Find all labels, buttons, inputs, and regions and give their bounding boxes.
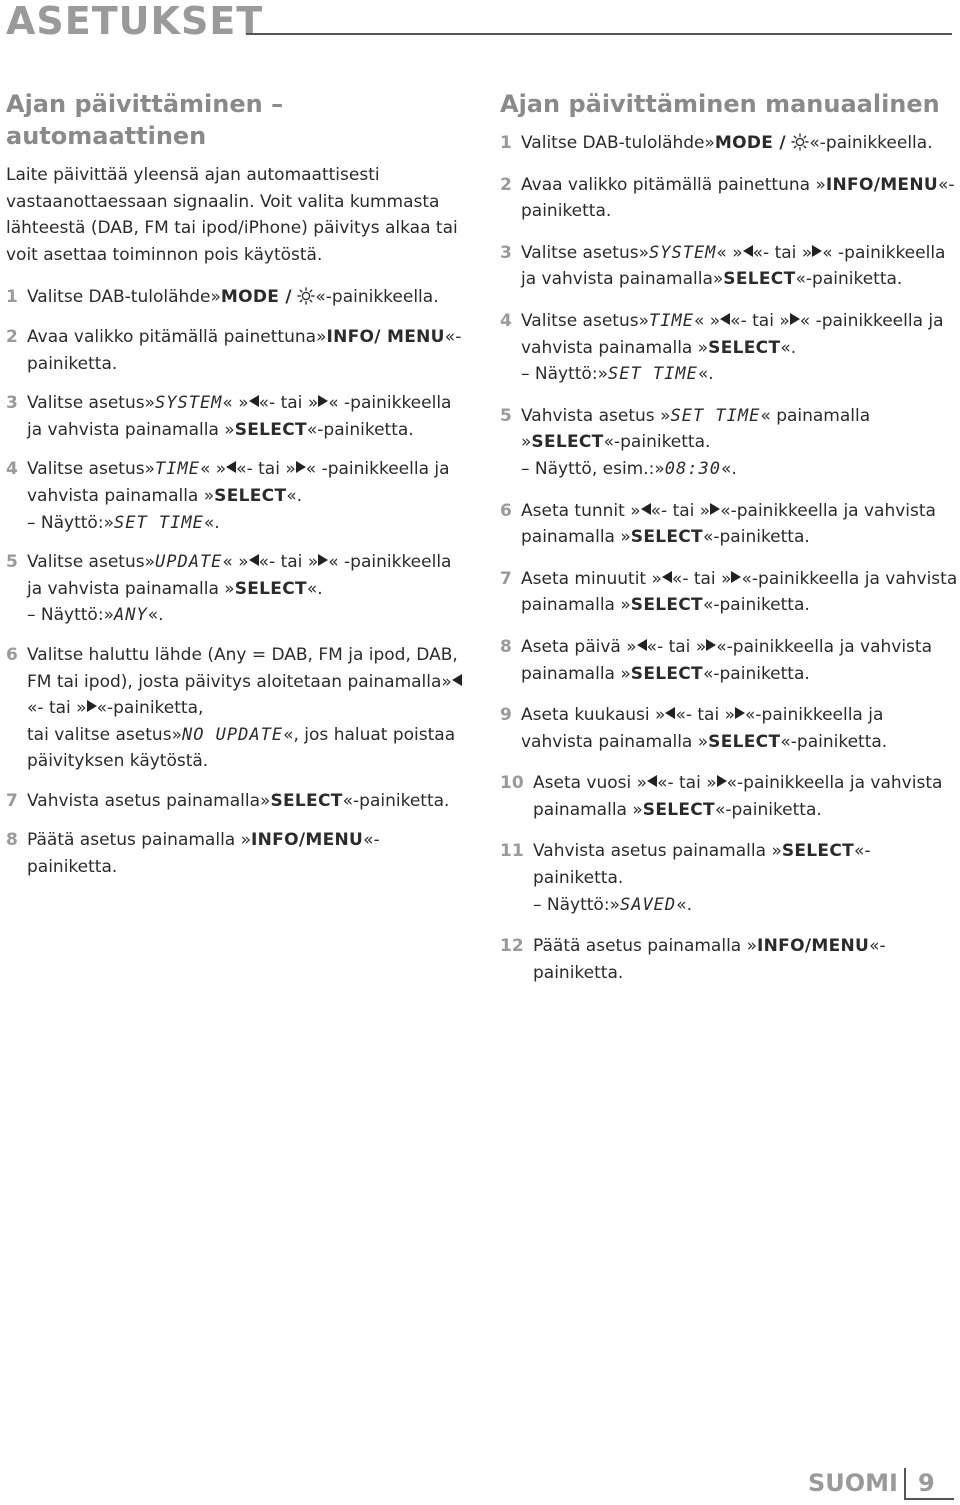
step-text: .: [317, 578, 323, 599]
button-name: INFO/ MENU: [326, 326, 445, 347]
display-text: ANY: [113, 605, 148, 626]
left-arrow-button-icon: [249, 395, 259, 407]
open-quote: »: [626, 636, 637, 657]
button-name: SELECT: [781, 841, 855, 862]
list-item: [500, 403, 958, 483]
step-text: Valitse asetus: [27, 552, 145, 573]
manual-update-section: [500, 88, 958, 1001]
step-text: - tai: [269, 393, 303, 414]
button-name: SELECT: [214, 485, 287, 506]
open-quote: »: [609, 894, 620, 915]
page-number: 9: [918, 1469, 935, 1497]
step-text: -painiketta.: [521, 174, 955, 222]
step-text: Valitse asetus: [521, 242, 639, 263]
right-arrow-button-icon: [735, 707, 745, 719]
open-quote: »: [654, 458, 665, 479]
close-quote: «: [720, 458, 732, 479]
list-item: [500, 498, 958, 551]
close-quote: «: [760, 405, 771, 426]
right-arrow-button-icon: [318, 554, 328, 566]
title-rule: [246, 33, 952, 35]
close-quote: «: [799, 310, 811, 331]
open-quote: »: [224, 419, 235, 440]
close-quote: «: [869, 936, 880, 957]
display-text: 08:30: [664, 458, 721, 479]
list-item: [500, 770, 958, 823]
step-text: -painikkeella ja vahvista painamalla: [521, 568, 958, 616]
close-quote: «: [697, 364, 709, 385]
step-text: - tai: [661, 500, 695, 521]
right-arrow-button-icon: [731, 571, 741, 583]
close-quote: «: [236, 459, 247, 480]
button-name: SELECT: [630, 527, 703, 548]
close-quote: «: [726, 773, 738, 794]
open-quote: »: [636, 773, 648, 794]
close-quote: «: [328, 552, 339, 573]
step-number: 9: [500, 705, 512, 726]
step-text: -painikkeella ja vahvista painamalla: [27, 393, 452, 440]
alternative-line: [27, 722, 466, 775]
open-quote: »: [144, 393, 155, 414]
open-quote: »: [103, 512, 114, 533]
button-name: MODE /: [220, 287, 292, 308]
list-item: [500, 634, 958, 687]
button-name: SELECT: [708, 337, 781, 358]
step-number: 8: [6, 830, 18, 851]
left-arrow-button-icon: [665, 707, 675, 719]
open-quote: »: [724, 705, 736, 726]
open-quote: »: [203, 485, 215, 506]
close-quote: «: [363, 830, 374, 851]
step-number: 2: [6, 326, 18, 347]
step-text: Avaa valikko pitämällä painettuna: [521, 174, 811, 195]
right-arrow-button-icon: [296, 461, 306, 473]
step-text: Aseta päivä: [521, 636, 621, 657]
step-text: Vahvista asetus painamalla: [27, 790, 261, 811]
close-quote: «: [27, 698, 38, 719]
close-quote: «: [809, 133, 820, 153]
open-quote: »: [779, 310, 790, 331]
list-item: [6, 549, 466, 629]
step-number: 6: [6, 644, 18, 665]
close-quote: «: [203, 512, 215, 533]
open-quote: »: [285, 459, 296, 480]
manual-update-steps: [500, 130, 958, 986]
open-quote: »: [215, 459, 227, 480]
list-item: [6, 827, 466, 880]
open-quote: »: [171, 724, 182, 745]
step-text: - tai: [682, 568, 716, 589]
step-text: -painikkeella ja vahvista painamalla: [27, 552, 452, 599]
step-text: Päätä asetus painamalla: [27, 830, 236, 851]
close-quote: «: [222, 393, 233, 414]
step-text: - tai: [685, 705, 720, 726]
close-quote: «: [671, 568, 683, 589]
step-text: - tai: [269, 552, 303, 573]
step-number: 5: [500, 405, 512, 426]
step-number: 10: [500, 773, 524, 794]
open-quote: »: [238, 393, 249, 414]
display-result: – Näyttö:»SAVED«.: [533, 894, 692, 915]
close-quote: «: [306, 578, 318, 599]
close-quote: «: [444, 326, 456, 347]
list-item: [6, 788, 466, 815]
brightness-sun-icon: [791, 133, 809, 151]
step-text: - tai: [667, 773, 701, 794]
right-arrow-button-icon: [318, 395, 328, 407]
page-title: ASETUKSET: [6, 0, 264, 43]
close-quote: «: [646, 636, 658, 657]
button-name: SELECT: [723, 269, 796, 290]
left-arrow-button-icon: [452, 674, 462, 686]
step-text: Aseta minuutit: [521, 568, 647, 589]
step-number: 7: [500, 568, 512, 589]
open-quote: »: [521, 432, 532, 453]
footer-language: SUOMI: [808, 1469, 898, 1497]
button-name: SELECT: [708, 731, 781, 752]
step-text: -painikkeella ja vahvista painamalla: [521, 500, 936, 548]
open-quote: »: [721, 568, 732, 589]
step-number: 7: [6, 790, 18, 811]
close-quote: «: [315, 287, 326, 308]
step-number: 4: [500, 310, 512, 331]
result-label: – Näyttö:: [27, 605, 104, 626]
open-quote: »: [632, 799, 643, 820]
right-arrow-button-icon: [717, 775, 727, 787]
display-text: UPDATE: [155, 552, 223, 573]
step-text: Valitse asetus: [27, 459, 145, 480]
list-item: [500, 172, 958, 225]
button-name: INFO/MENU: [757, 936, 870, 957]
button-name: SELECT: [630, 663, 703, 684]
open-quote: »: [746, 936, 758, 957]
open-quote: »: [103, 605, 114, 626]
list-item: [500, 130, 958, 157]
close-quote: «: [780, 731, 791, 752]
close-quote: «: [937, 174, 949, 195]
close-quote: «: [342, 790, 354, 811]
display-text: SET TIME: [113, 512, 204, 533]
step-number: 3: [500, 242, 512, 263]
open-quote: »: [620, 527, 631, 548]
open-quote: »: [638, 242, 649, 263]
step-text: -painiketta.: [805, 269, 903, 290]
close-quote: «: [222, 552, 233, 573]
open-quote: »: [144, 459, 155, 480]
right-arrow-button-icon: [710, 503, 720, 515]
right-arrow-button-icon: [87, 700, 97, 712]
button-name: SELECT: [270, 790, 343, 811]
open-quote: »: [651, 568, 662, 589]
display-text: SYSTEM: [649, 242, 717, 263]
step-number: 8: [500, 636, 512, 657]
step-text: - tai: [246, 459, 280, 480]
step-text: Aseta vuosi: [533, 773, 632, 794]
close-quote: «: [258, 393, 270, 414]
close-quote: «: [716, 242, 727, 263]
step-text: , jos haluat poistaa päivityksen käytöstä.: [27, 724, 456, 772]
close-quote: «: [720, 500, 731, 521]
close-quote: «: [780, 337, 791, 358]
open-quote: »: [210, 287, 221, 308]
list-item: [500, 240, 958, 293]
close-quote: «: [306, 419, 318, 440]
footer-divider: [904, 1468, 906, 1500]
left-arrow-button-icon: [743, 245, 753, 257]
open-quote: »: [695, 636, 707, 657]
open-quote: »: [307, 552, 319, 573]
step-text: - tai: [763, 242, 797, 263]
button-name: SELECT: [234, 419, 307, 440]
step-text: -painiketta.: [713, 663, 810, 684]
result-label: – Näyttö, esim.:: [521, 458, 655, 479]
step-text: Päätä asetus painamalla: [533, 936, 742, 957]
result-label: – Näyttö:: [27, 512, 104, 533]
step-number: 1: [6, 287, 18, 308]
step-text: -painikkeella.: [819, 133, 933, 153]
open-quote: »: [76, 698, 87, 719]
auto-update-section: [6, 88, 466, 894]
close-quote: «: [730, 310, 741, 331]
display-result: – Näyttö:»SET TIME«.: [27, 512, 220, 533]
step-number: 2: [500, 174, 512, 195]
close-quote: «: [741, 568, 752, 589]
left-arrow-button-icon: [226, 461, 236, 473]
result-label: – Näyttö:: [521, 364, 598, 385]
step-text: tai valitse asetus: [27, 724, 172, 745]
button-name: SELECT: [234, 578, 307, 599]
step-text: -painiketta.: [317, 419, 414, 440]
list-item: [500, 566, 958, 619]
close-quote: «: [328, 393, 339, 414]
step-number: 6: [500, 500, 512, 521]
left-arrow-button-icon: [641, 503, 651, 515]
open-quote: »: [620, 663, 631, 684]
display-result: – Näyttö:»SET TIME«.: [521, 364, 714, 385]
open-quote: »: [638, 310, 649, 331]
button-name: MODE /: [714, 133, 786, 153]
step-text: -painikkeella ja vahvista painamalla: [521, 636, 932, 684]
open-quote: »: [712, 269, 724, 290]
step-number: 12: [500, 936, 524, 957]
close-quote: «: [676, 894, 687, 915]
step-text: -painiketta.: [533, 936, 886, 983]
right-arrow-button-icon: [706, 639, 716, 651]
left-arrow-button-icon: [720, 313, 730, 325]
step-text: -painikkeella ja vahvista painamalla: [521, 310, 944, 358]
open-quote: »: [240, 830, 252, 851]
close-quote: «: [283, 724, 294, 745]
step-text: -painiketta.: [353, 790, 450, 811]
display-text: SYSTEM: [155, 393, 223, 414]
step-text: painamalla: [776, 405, 871, 426]
open-quote: »: [699, 500, 711, 521]
open-quote: »: [620, 595, 631, 616]
button-name: SELECT: [531, 432, 604, 453]
step-text: Aseta kuukausi: [521, 705, 650, 726]
display-text: TIME: [155, 459, 200, 480]
open-quote: »: [238, 552, 249, 573]
close-quote: «: [147, 605, 159, 626]
right-arrow-button-icon: [790, 313, 800, 325]
close-quote: «: [286, 485, 297, 506]
left-arrow-button-icon: [647, 775, 657, 787]
open-quote: »: [144, 552, 155, 573]
close-quote: «: [199, 459, 211, 480]
step-number: 3: [6, 393, 18, 414]
left-arrow-button-icon: [662, 571, 672, 583]
open-quote: »: [771, 841, 782, 862]
close-quote: «: [822, 242, 833, 263]
display-text: NO UPDATE: [181, 724, 284, 745]
display-text: SET TIME: [607, 364, 698, 385]
list-item: [6, 390, 466, 443]
step-text: Valitse asetus: [27, 393, 145, 414]
list-item: [500, 702, 958, 755]
open-quote: »: [260, 790, 271, 811]
step-number: 5: [6, 552, 18, 573]
close-quote: «: [657, 773, 668, 794]
list-item: [500, 933, 958, 986]
list-item: [6, 456, 466, 536]
list-item: [500, 308, 958, 388]
close-quote: «: [675, 705, 686, 726]
step-text: Valitse asetus: [521, 310, 639, 331]
display-text: SET TIME: [670, 405, 761, 426]
step-number: 4: [6, 459, 18, 480]
step-text: -painiketta.: [27, 830, 380, 878]
step-number: 1: [500, 133, 512, 153]
close-quote: «: [258, 552, 270, 573]
button-name: INFO/MENU: [825, 174, 938, 195]
step-text: -painiketta,: [106, 698, 204, 719]
close-quote: «: [795, 269, 806, 290]
list-item: [6, 324, 466, 377]
list-item: [6, 284, 466, 311]
brightness-sun-icon: [297, 287, 315, 305]
open-quote: »: [307, 393, 319, 414]
close-quote: «: [714, 799, 726, 820]
step-text: -painiketta.: [614, 432, 711, 453]
step-text: .: [790, 337, 797, 358]
step-text: .: [296, 485, 303, 506]
close-quote: «: [702, 527, 714, 548]
open-quote: »: [660, 405, 671, 426]
close-quote: «: [650, 500, 662, 521]
left-arrow-button-icon: [249, 554, 259, 566]
close-quote: «: [702, 595, 714, 616]
open-quote: »: [697, 337, 709, 358]
step-text: -painiketta.: [725, 799, 822, 820]
open-quote: »: [704, 133, 715, 153]
list-item: [6, 642, 466, 775]
close-quote: «: [603, 432, 614, 453]
display-text: TIME: [649, 310, 694, 331]
step-text: -painiketta.: [533, 841, 871, 889]
open-quote: »: [815, 174, 826, 195]
left-arrow-button-icon: [637, 639, 647, 651]
open-quote: »: [706, 773, 717, 794]
auto-update-steps: [6, 284, 466, 880]
open-quote: »: [224, 578, 235, 599]
step-text: -painikkeella ja vahvista painamalla: [521, 242, 946, 290]
close-quote: «: [305, 459, 317, 480]
button-name: INFO/MENU: [251, 830, 364, 851]
step-text: - tai: [740, 310, 774, 331]
open-quote: »: [709, 310, 721, 331]
step-text: -painiketta.: [790, 731, 888, 752]
open-quote: »: [655, 705, 666, 726]
auto-update-heading: Ajan päivittäminen – automaattinen: [6, 90, 284, 150]
step-text: -painiketta.: [713, 527, 810, 548]
manual-update-heading: Ajan päivittäminen manuaalinen: [500, 90, 940, 118]
close-quote: «: [745, 705, 756, 726]
right-arrow-button-icon: [812, 245, 822, 257]
button-name: SELECT: [642, 799, 715, 820]
step-text: -painikkeella.: [325, 287, 439, 308]
step-text: - tai: [657, 636, 691, 657]
display-text: SAVED: [619, 894, 677, 915]
display-result: – Näyttö:»ANY«.: [27, 605, 164, 626]
step-text: -painikkeella ja vahvista painamalla: [533, 773, 943, 820]
close-quote: «: [752, 242, 764, 263]
step-text: Valitse DAB-tulolähde: [521, 133, 705, 153]
step-text: -painiketta.: [27, 326, 462, 374]
step-text: Vahvista asetus: [521, 405, 655, 426]
open-quote: »: [597, 364, 608, 385]
step-text: Vahvista asetus painamalla: [533, 841, 767, 862]
list-item: [500, 838, 958, 918]
step-text: -painiketta.: [713, 595, 810, 616]
close-quote: «: [716, 636, 727, 657]
open-quote: »: [441, 671, 452, 692]
open-quote: »: [697, 731, 709, 752]
auto-update-intro: Laite päivittää yleensä ajan automaattisesti vastaanottaessaan signaalin. Voit valita kummasta lähteestä (DAB, FM tai ipod/iPhone) päivitys alkaa tai voit asettaa toiminnon pois käytöstä.: [6, 165, 458, 265]
close-quote: «: [693, 310, 705, 331]
close-quote: «: [854, 841, 865, 862]
open-quote: »: [630, 500, 641, 521]
close-quote: «: [702, 663, 714, 684]
step-text: -painikkeella ja vahvista painamalla: [27, 459, 450, 506]
step-text: Valitse haluttu lähde (Any = DAB, FM ja ipod, DAB, FM tai ipod), josta päivitys aloitetaan painamalla: [27, 644, 458, 692]
step-text: Avaa valikko pitämällä painettuna: [27, 326, 317, 347]
close-quote: «: [96, 698, 107, 719]
step-text: -painikkeella ja vahvista painamalla: [521, 705, 884, 752]
display-result: – Näyttö, esim.:»08:30«.: [521, 458, 737, 479]
open-quote: »: [801, 242, 813, 263]
open-quote: »: [732, 242, 743, 263]
open-quote: »: [316, 326, 327, 347]
button-name: SELECT: [630, 595, 703, 616]
result-label: – Näyttö:: [533, 894, 610, 915]
step-text: Aseta tunnit: [521, 500, 625, 521]
step-text: Valitse DAB-tulolähde: [27, 287, 211, 308]
step-number: 11: [500, 841, 524, 862]
step-text: - tai: [37, 698, 71, 719]
page-footer: [808, 1466, 954, 1502]
